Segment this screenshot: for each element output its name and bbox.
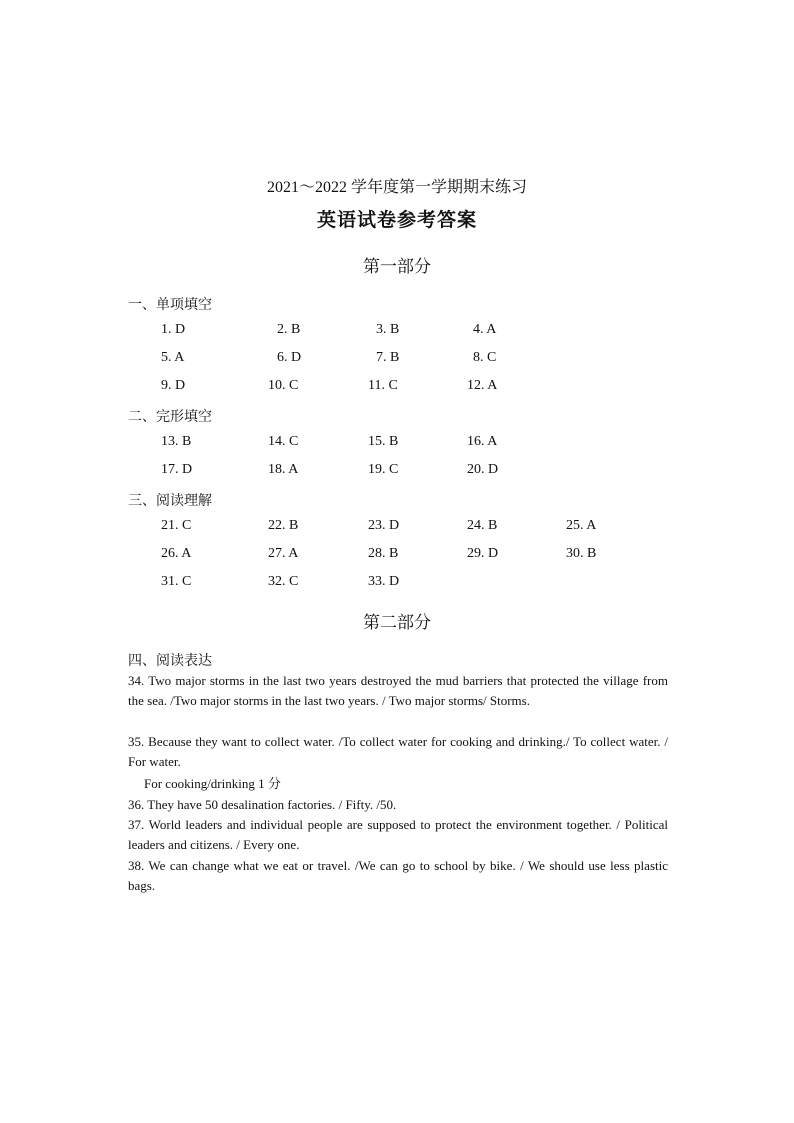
answer-15: 15. B	[368, 434, 399, 449]
answer-29: 29. D	[467, 546, 499, 561]
answer-7: 7. B	[376, 350, 400, 365]
answer-6: 6. D	[277, 350, 302, 365]
answer-1: 1. D	[161, 322, 186, 337]
section-label-4: 四、阅读表达	[128, 653, 212, 669]
answer-32: 32. C	[268, 574, 299, 589]
answer-35: 35. Because they want to collect water. /To collect water for cooking and drinking./ To collect water. / For water.	[128, 734, 668, 769]
answer-2: 2. B	[277, 322, 301, 337]
answer-37: 37. World leaders and individual people are supposed to protect the environment together. / Political leaders and citizens. / Every one.	[128, 817, 668, 852]
answer-36: 36. They have 50 desalination factories. / Fifty. /50.	[128, 797, 397, 812]
answer-20: 20. D	[467, 462, 499, 477]
answer-34: 34. Two major storms in the last two years destroyed the mud barriers that protected the village from the sea. /Two major storms in the last two years. / Two major storms/ Storms.	[128, 673, 668, 708]
answer-8: 8. C	[473, 350, 497, 365]
answer-27: 27. A	[268, 546, 299, 561]
year-title: 2021～2022 学年度第一学期期末练习	[266, 179, 527, 196]
section-label-3: 三、阅读理解	[128, 493, 212, 509]
answer-16: 16. A	[467, 434, 498, 449]
main-title: 英语试卷参考答案	[316, 209, 477, 231]
answer-19: 19. C	[368, 462, 399, 477]
part2-title: 第二部分	[363, 613, 431, 633]
answer-23: 23. D	[368, 518, 400, 533]
answer-38: 38. We can change what we eat or travel. /We can go to school by bike. / We should use less plastic bags.	[128, 858, 668, 893]
answer-10: 10. C	[268, 378, 299, 393]
answer-26: 26. A	[161, 546, 192, 561]
answer-25: 25. A	[566, 518, 597, 533]
section-label-2: 二、完形填空	[128, 409, 212, 425]
answer-21: 21. C	[161, 518, 192, 533]
answer-24: 24. B	[467, 518, 498, 533]
answer-9: 9. D	[161, 378, 186, 393]
answer-5: 5. A	[161, 350, 185, 365]
part1-title: 第一部分	[363, 257, 431, 277]
answer-18: 18. A	[268, 462, 299, 477]
answer-13: 13. B	[161, 434, 192, 449]
answer-33: 33. D	[368, 574, 400, 589]
answer-35-note: For cooking/drinking 1 分	[144, 776, 281, 791]
section-label-1: 一、单项填空	[128, 297, 212, 313]
answer-14: 14. C	[268, 434, 299, 449]
answer-22: 22. B	[268, 518, 299, 533]
answer-11: 11. C	[368, 378, 398, 393]
answer-3: 3. B	[376, 322, 400, 337]
answer-4: 4. A	[473, 322, 497, 337]
answer-30: 30. B	[566, 546, 597, 561]
answer-12: 12. A	[467, 378, 498, 393]
answer-28: 28. B	[368, 546, 399, 561]
answer-31: 31. C	[161, 574, 192, 589]
answer-17: 17. D	[161, 462, 193, 477]
